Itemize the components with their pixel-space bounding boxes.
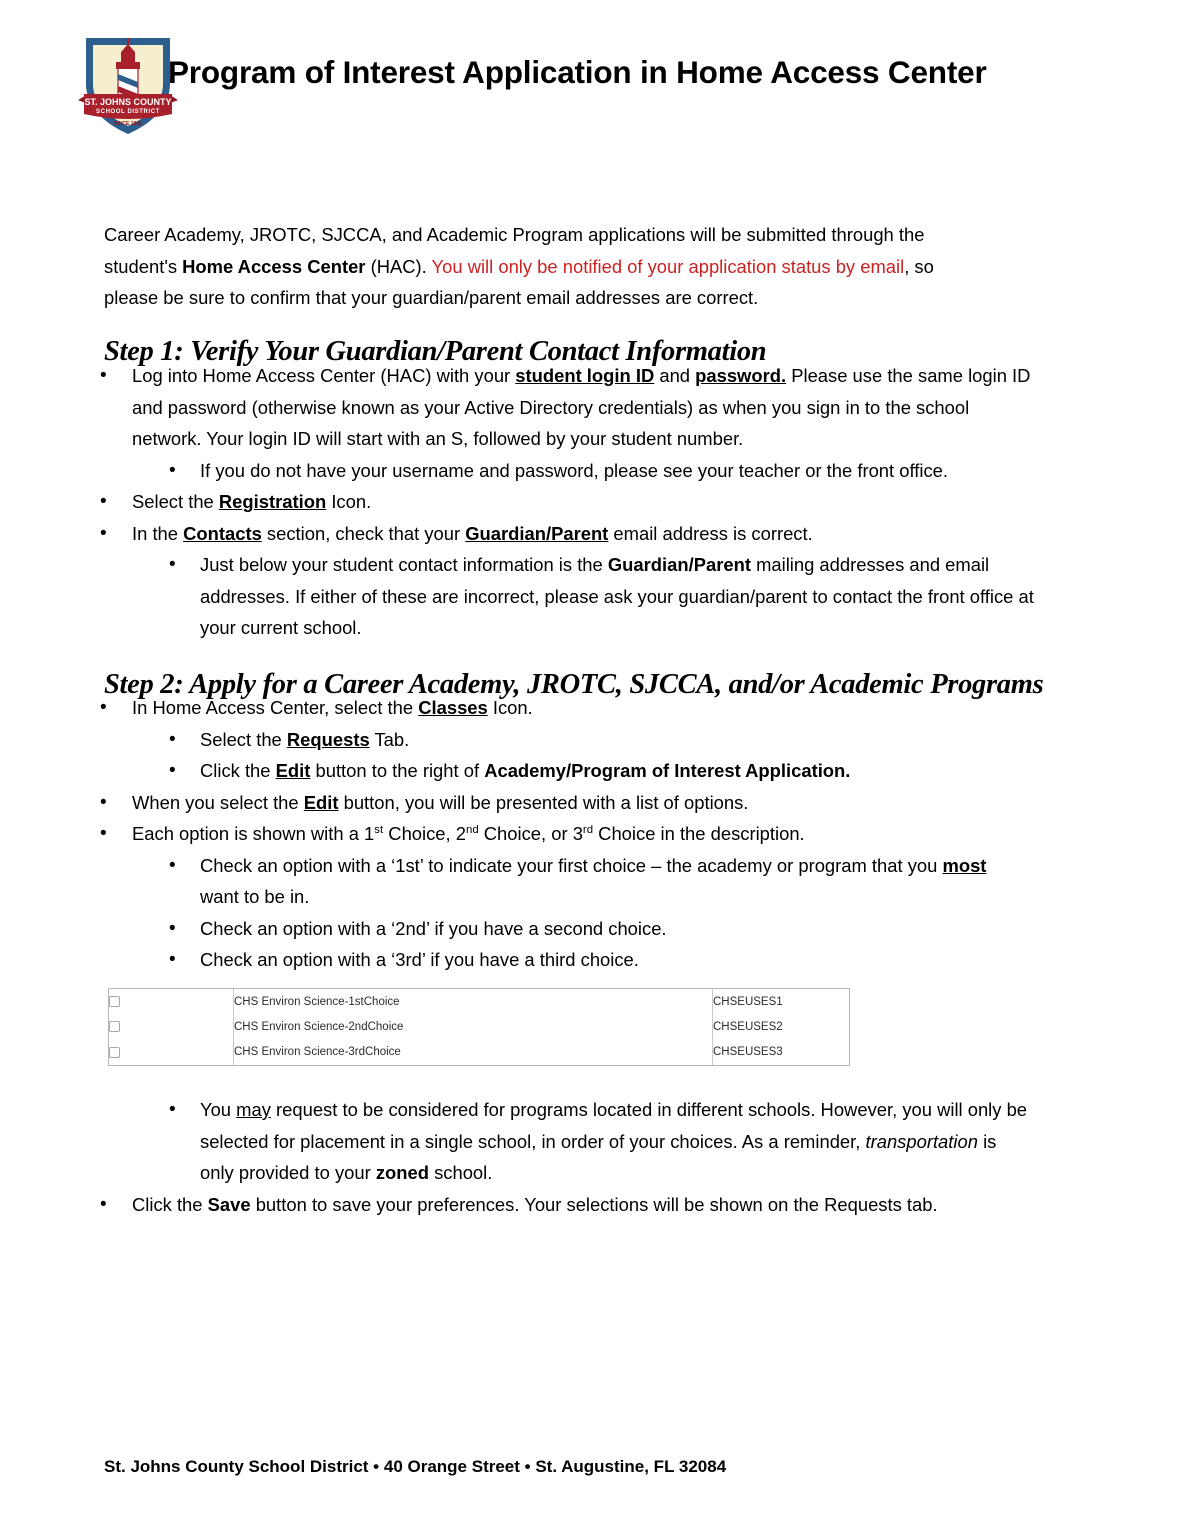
li-text: Tab. — [369, 728, 410, 750]
list-item — [100, 360, 1035, 455]
option-checkbox[interactable] — [109, 1021, 120, 1032]
li-text: want to be in. — [200, 886, 310, 907]
li-text: If you do not have your username and password, please see your teacher or the front office. — [200, 459, 948, 481]
list-item — [169, 913, 1036, 945]
table-cell-course-name: CHS Environ Science-3rdChoice — [234, 1040, 713, 1065]
list-item — [100, 1189, 1035, 1221]
li-emph-academy-program-application: Academy/Program of Interest Application. — [484, 760, 851, 781]
li-emph-student-login-id: student login ID — [515, 365, 655, 386]
logo-banner-line1: ST. JOHNS COUNTY — [84, 97, 172, 107]
district-shield-icon — [76, 24, 180, 138]
li-text: button to the right of — [310, 760, 485, 781]
li-text: Choice in the description. — [593, 823, 805, 844]
li-text: Click the — [200, 760, 276, 781]
li-text: Check an option with a ‘3rd’ if you have a third choice. — [200, 949, 639, 970]
li-text: Each option is shown with a 1 — [132, 823, 375, 844]
li-text: In the — [132, 522, 184, 544]
table-cell-checkbox[interactable] — [109, 989, 234, 1014]
li-text: Choice, or 3 — [478, 823, 583, 844]
li-text: Choice, 2 — [383, 823, 466, 844]
logo-banner-line2: SCHOOL DISTRICT — [96, 109, 160, 115]
table-row[interactable] — [109, 1040, 849, 1065]
step2-list-top — [0, 692, 1187, 976]
list-item — [169, 755, 1036, 787]
li-emph-registration: Registration — [218, 491, 327, 512]
intro-bold-hac: Home Access Center — [182, 255, 366, 277]
li-text: Please use the same login ID and password (otherwise known as your Active Directory credentials) as when you sign in to the school network. Your login ID will start with an S, followed by your student number. — [132, 365, 1031, 449]
li-emph-classes: Classes — [418, 697, 488, 718]
li-text: email address is correct. — [608, 522, 813, 544]
li-emph-password: password. — [695, 365, 787, 386]
option-checkbox[interactable] — [109, 1047, 120, 1058]
st-johns-county-school-district-logo — [76, 24, 180, 138]
table-cell-course-code: CHSEUSES2 — [713, 1020, 783, 1033]
table-cell-course-name: CHS Environ Science-1stChoice — [234, 989, 713, 1014]
li-text: and — [654, 365, 696, 386]
li-text: section, check that your — [261, 522, 466, 544]
li-emph-edit: Edit — [303, 791, 339, 813]
page-title: Program of Interest Application in Home Access Center — [168, 54, 987, 90]
program-options-table — [109, 989, 849, 1065]
table-row[interactable] — [109, 1014, 849, 1039]
li-emph-requests: Requests — [286, 728, 370, 750]
li-text: Check an option with a ‘2nd’ if you have a second choice. — [200, 917, 667, 939]
list-item — [100, 518, 1035, 550]
li-text: Icon. — [487, 697, 533, 718]
intro-text-3: , so please be sure to confirm that your guardian/parent email addresses are correct. — [104, 255, 934, 309]
step2-list-bottom — [0, 1094, 1187, 1220]
list-item — [169, 724, 1036, 756]
li-text: Select the — [132, 491, 219, 512]
li-emph-edit: Edit — [275, 760, 311, 781]
li-text: button to save your preferences. Your selections will be shown on the Requests tab. — [250, 1193, 938, 1215]
li-text: Log into Home Access Center (HAC) with your — [132, 365, 516, 386]
li-emph-save: Save — [207, 1193, 251, 1215]
li-text: is only provided to your — [200, 1130, 997, 1183]
li-text: Icon. — [326, 491, 372, 512]
intro-text-2: (HAC). — [365, 255, 432, 277]
list-item — [100, 486, 1035, 518]
list-item — [169, 455, 1036, 487]
list-item — [100, 787, 1035, 819]
table-cell-checkbox[interactable] — [109, 1014, 234, 1039]
table-cell-course-code: CHSEUSES3 — [713, 1046, 783, 1059]
document-header — [0, 0, 1187, 150]
logo-banner-line3: SINCE 1869 — [114, 121, 142, 127]
intro-red-notice: You will only be notified of your application status by email — [431, 255, 905, 277]
li-text: Check an option with a ‘1st’ to indicate your first choice – the academy or program that you — [200, 854, 943, 876]
table-cell-checkbox[interactable] — [109, 1040, 234, 1065]
hac-requests-screenshot — [108, 988, 850, 1066]
ordinal-suffix: nd — [465, 823, 479, 836]
li-text: mailing addresses and email addresses. If either of these are incorrect, please ask your guardian/parent to contact the front office at your current school. — [200, 554, 1034, 638]
list-item — [169, 944, 1036, 976]
table-cell-course-name: CHS Environ Science-2ndChoice — [234, 1014, 713, 1039]
intro-text-1: Career Academy, JROTC, SJCCA, and Academic Program applications will be submitted through the student's — [104, 224, 925, 277]
li-text: You — [200, 1099, 237, 1120]
li-text: When you select the — [132, 791, 304, 813]
step1-heading: Step 1: Verify Your Guardian/Parent Contact Information — [104, 335, 767, 367]
li-text: button, you will be presented with a list of options. — [338, 791, 749, 813]
list-item — [169, 1094, 1034, 1189]
li-text: Select the — [200, 728, 287, 750]
li-emph-contacts: Contacts — [183, 522, 262, 544]
ordinal-suffix: rd — [582, 823, 594, 836]
option-checkbox[interactable] — [109, 996, 120, 1007]
li-emph-guardian-parent: Guardian/Parent — [607, 554, 751, 575]
table-cell-course-code: CHSEUSES1 — [713, 995, 783, 1008]
step1-list — [0, 360, 1187, 644]
li-emph-most: most — [942, 854, 987, 876]
step2-heading: Step 2: Apply for a Career Academy, JROTC, SJCCA, and/or Academic Programs — [104, 668, 1044, 700]
li-text: Just below your student contact information is the — [200, 554, 608, 575]
program-options-table-body — [109, 989, 849, 1065]
li-emph-may: may — [236, 1099, 271, 1120]
li-emph-zoned: zoned — [375, 1162, 429, 1183]
li-text: Click the — [132, 1193, 208, 1215]
li-emph-guardian-parent: Guardian/Parent — [465, 522, 609, 544]
list-item — [100, 818, 1035, 850]
li-text: school. — [428, 1162, 493, 1183]
intro-paragraph — [104, 219, 979, 314]
document-footer: St. Johns County School District • 40 Orange Street • St. Augustine, FL 32084 — [104, 1457, 727, 1476]
li-emph-transportation: transportation — [865, 1130, 978, 1152]
li-text: request to be considered for programs located in different schools. However, you will only be selected for placement in a single school, in order of your choices. As a reminder, — [200, 1099, 1028, 1152]
table-row[interactable] — [109, 989, 849, 1014]
list-item — [169, 549, 1050, 644]
list-item — [169, 850, 1026, 913]
list-item — [100, 692, 1035, 724]
li-text: In Home Access Center, select the — [132, 697, 419, 718]
ordinal-suffix: st — [374, 823, 384, 836]
